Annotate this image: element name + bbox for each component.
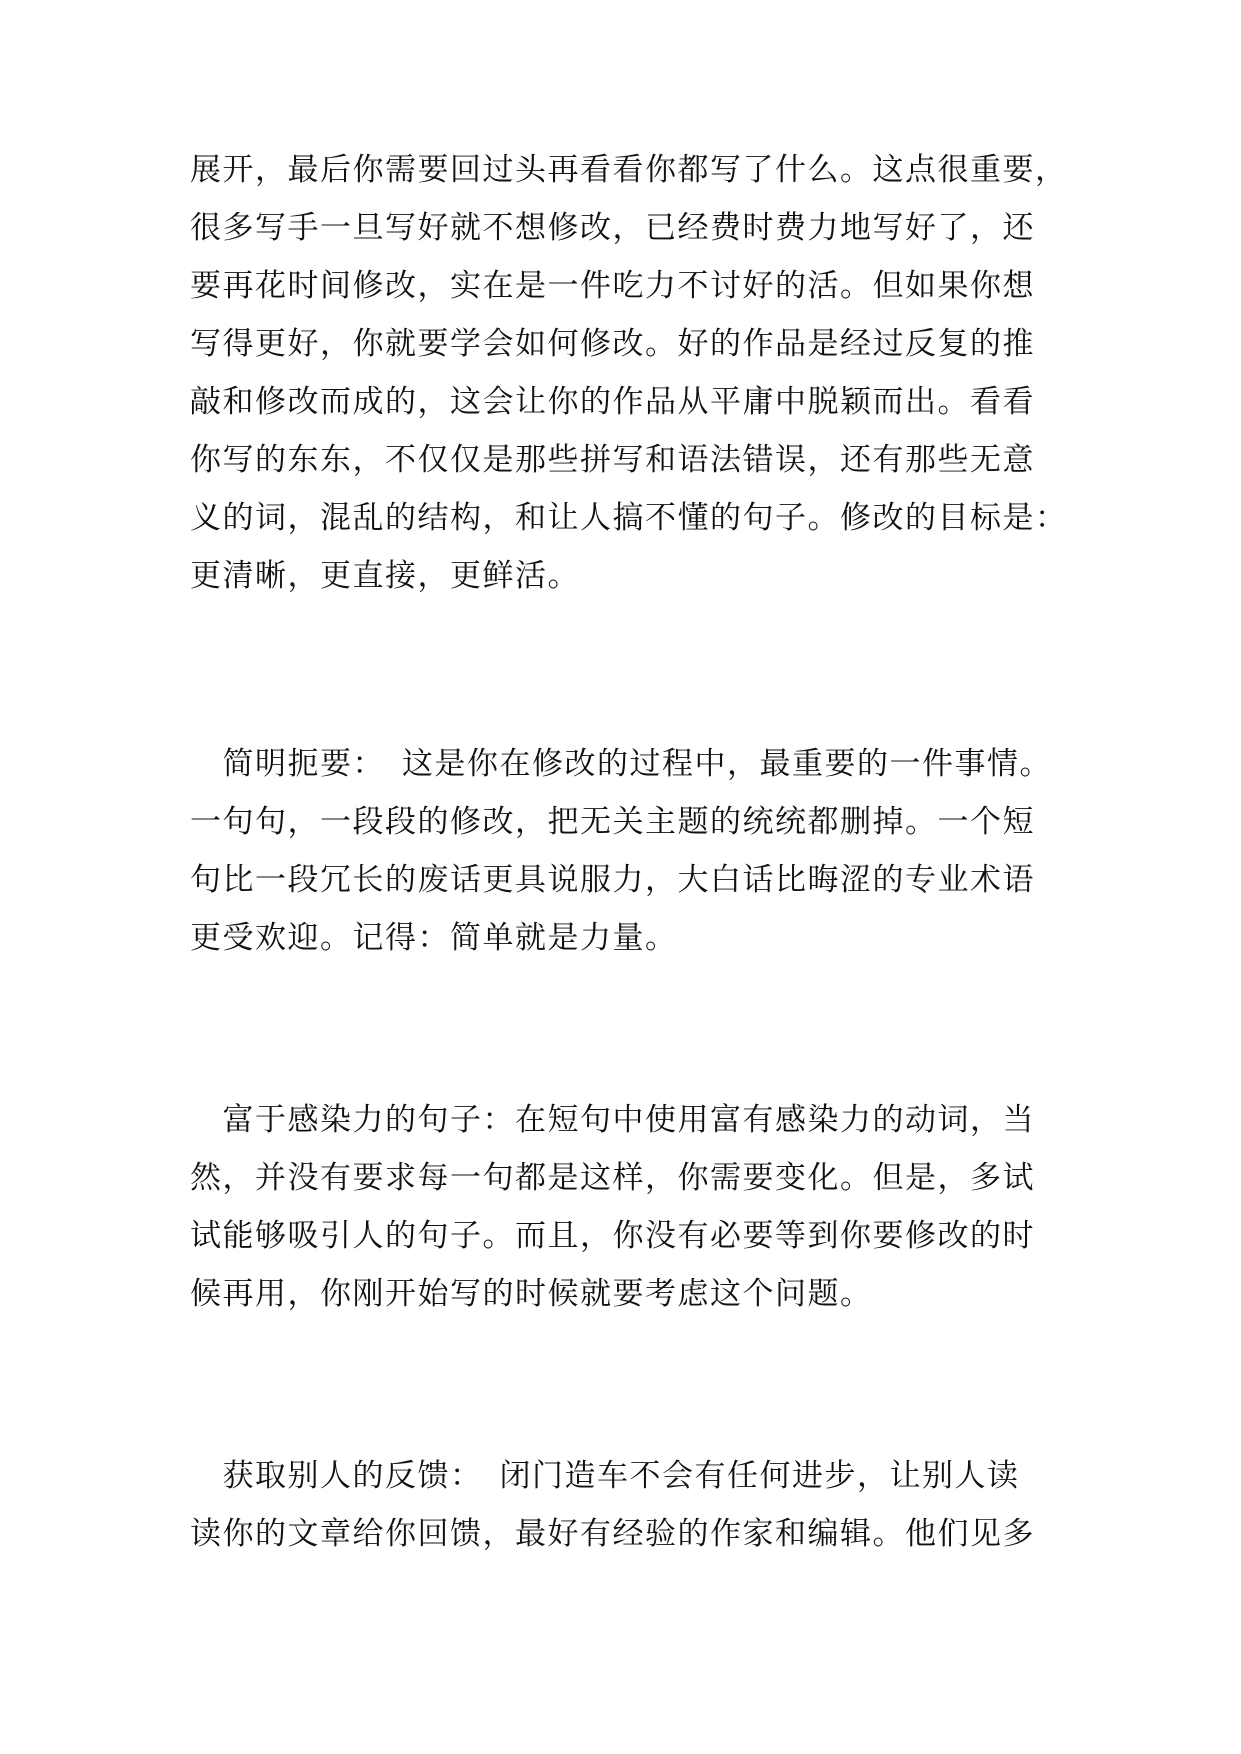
paragraph-2-line-4: 更受欢迎。记得：简单就是力量。 — [190, 920, 678, 956]
paragraph-3-line-1: 富于感染力的句子：在短句中使用富有感染力的动词，当 — [190, 1102, 1035, 1138]
paragraph-2-line-1: 简明扼要： 这是你在修改的过程中，最重要的一件事情。 — [190, 746, 1052, 782]
paragraph-2-line-3: 句比一段冗长的废话更具说服力，大白话比晦涩的专业术语 — [190, 862, 1035, 898]
paragraph-1-line-1: 展开，最后你需要回过头再看看你都写了什么。这点很重要， — [190, 152, 1068, 188]
paragraph-1-line-5: 敲和修改而成的，这会让你的作品从平庸中脱颖而出。看看 — [190, 384, 1035, 420]
paragraph-3-line-2: 然，并没有要求每一句都是这样，你需要变化。但是，多试 — [190, 1160, 1035, 1196]
paragraph-1-line-2: 很多写手一旦写好就不想修改，已经费时费力地写好了，还 — [190, 210, 1035, 246]
paragraph-1-line-6: 你写的东东，不仅仅是那些拼写和语法错误，还有那些无意 — [190, 442, 1035, 478]
paragraph-1-line-3: 要再花时间修改，实在是一件吃力不讨好的活。但如果你想 — [190, 268, 1035, 304]
paragraph-4-line-1: 获取别人的反馈： 闭门造车不会有任何进步，让别人读 — [190, 1458, 1020, 1494]
paragraph-4-line-2: 读你的文章给你回馈，最好有经验的作家和编辑。他们见多 — [190, 1516, 1035, 1552]
paragraph-1-line-4: 写得更好，你就要学会如何修改。好的作品是经过反复的推 — [190, 326, 1035, 362]
paragraph-2-line-2: 一句句，一段段的修改，把无关主题的统统都删掉。一个短 — [190, 804, 1035, 840]
paragraph-1-line-7: 义的词，混乱的结构，和让人搞不懂的句子。修改的目标是： — [190, 500, 1068, 536]
paragraph-3-line-3: 试能够吸引人的句子。而且，你没有必要等到你要修改的时 — [190, 1218, 1035, 1254]
paragraph-3-line-4: 候再用，你刚开始写的时候就要考虑这个问题。 — [190, 1276, 873, 1312]
paragraph-1-line-8: 更清晰，更直接，更鲜活。 — [190, 558, 580, 594]
